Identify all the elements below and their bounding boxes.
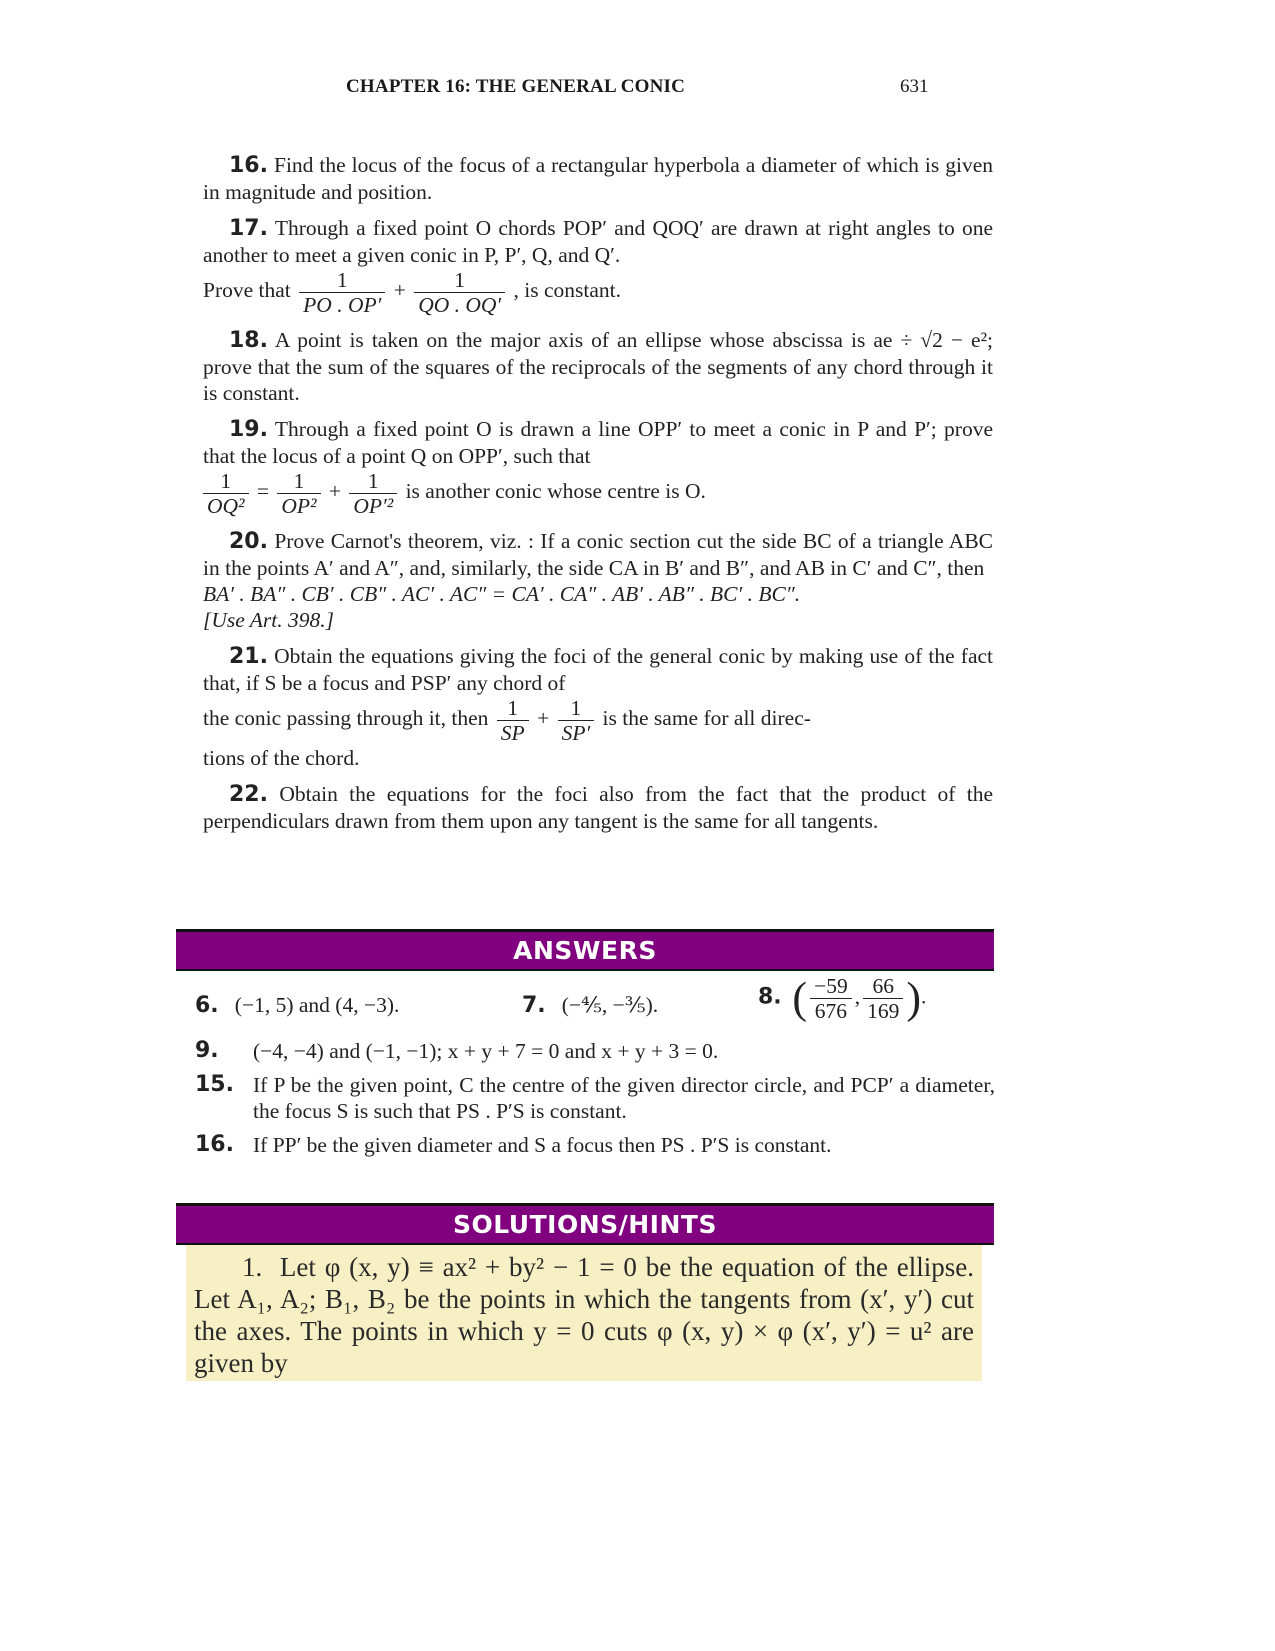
answer-16 [195,1132,995,1158]
problem-list [203,152,993,844]
page-header [0,70,1275,100]
answer-15 [195,1072,995,1124]
solution-scan [186,1245,982,1381]
denominator: SP [500,721,525,745]
numerator: 1 [414,268,505,293]
carnot-equation: BA′ . BA″ . CB′ . CB″ . AC′ . AC″ = CA′ . CA″ . AB′ . AB″ . BC′ . BC″. [203,582,801,606]
numerator: 66 [863,974,903,999]
problem-text: Find the locus of the focus of a rectangular hyperbola a diameter of which is given in magnitude and position. [203,153,994,204]
problem-text: Obtain the equations for the foci also from the fact that the product of the perpendiculars drawn from them upon any tangent is the same for all tangents. [203,782,993,833]
solution-text: Let φ (x, y) ≡ ax² + by² − 1 = 0 be the equation of the ellipse. Let A₁, A₂; B₁, B₂ be the points in which the tangents from (x′, y′) cut the axes. The points in which y = 0 cuts φ (x, y) × φ (x′, y′) = u² are given by [194,1252,974,1378]
answer-number: 15. [195,1072,234,1097]
solutions-heading-band [176,1203,994,1245]
formula-suffix: is another conic whose centre is O. [405,479,706,504]
numerator: 1 [299,268,385,293]
numerator: 1 [497,696,529,721]
numerator: 1 [203,469,249,494]
numerator: −59 [810,974,852,999]
prove-prefix: Prove that [203,278,291,303]
problem-number: 21. [229,644,268,669]
answer-number: 9. [195,1038,219,1063]
fraction [863,974,903,1023]
problem-22 [203,781,993,834]
comma: , [854,984,861,1009]
problem-16 [203,152,993,205]
fraction [277,469,320,518]
problem-number: 22. [229,782,268,807]
period: . [921,984,927,1009]
answer-text: If P be the given point, C the centre of the given director circle, and PCP′ a diameter, the focus S is such that PS . P′S is constant. [253,1073,995,1123]
problem-number: 17. [229,216,268,241]
problem-number: 16. [229,153,268,178]
answer-8 [758,974,926,1023]
right-paren: ) [906,973,921,1023]
formula-prefix: the conic passing through it, then [203,706,489,731]
answer-row [195,973,995,1038]
denominator: 676 [814,999,848,1023]
fraction [497,696,529,745]
answer-number: 16. [195,1132,234,1157]
answer-list [195,973,995,1166]
numerator: 1 [349,469,397,494]
problem-21-formula [203,696,811,745]
denominator: OP² [281,494,317,518]
problem-text: Prove Carnot's theorem, viz. : If a conic section cut the side BC of a triangle ABC in the points A′ and A″, and, similarly, the side CA in B′ and B″, and AB in C′ and C″, then [203,529,994,580]
problem-19 [203,416,993,518]
plus-sign: + [393,278,406,303]
problem-17-formula [203,268,622,317]
problem-number: 18. [229,328,268,353]
answer-6 [195,992,399,1019]
answer-text: (−1, 5) and (4, −3). [234,993,400,1017]
problem-text: Through a fixed point O chords POP′ and QOQ′ are drawn at right angles to one another to meet a given conic in P, P′, Q, and Q′. [203,216,993,267]
problem-text: Obtain the equations giving the foci of the general conic by making use of the fact that, if S be a focus and PSP′ any chord of [203,644,994,695]
problem-18 [203,327,993,406]
solution-1 [194,1251,974,1379]
answer-text: If PP′ be the given diameter and S a focus then PS . P′S is constant. [253,1133,832,1157]
problem-17 [203,215,993,317]
page-number: 631 [900,76,929,97]
answer-text: (−⅘, −⅗). [561,993,659,1017]
fraction [349,469,397,518]
denominator: SP′ [561,721,591,745]
numerator: 1 [277,469,320,494]
problem-text-continued: tions of the chord. [203,746,360,770]
article-note: [Use Art. 398.] [203,608,335,632]
problem-text: A point is taken on the major axis of an ellipse whose abscissa is ae ÷ √2 − e²; prove that the sum of the squares of the reciprocals of the segments of any chord through it is constant. [203,328,993,405]
problem-19-formula [203,469,706,518]
formula-suffix: is the same for all direc- [602,706,811,731]
fraction [203,469,249,518]
solutions-heading: SOLUTIONS/HINTS [453,1210,717,1239]
problem-21 [203,643,993,771]
answers-heading: ANSWERS [513,936,657,965]
numerator: 1 [558,696,595,721]
solution-number: 1. [242,1252,263,1282]
denominator: PO . OP′ [303,293,382,317]
answers-heading-band [176,929,994,971]
problem-20 [203,528,993,633]
denominator: OQ² [207,494,245,518]
plus-sign: + [537,706,550,731]
fraction [810,974,852,1023]
fraction [558,696,595,745]
problem-text: Through a fixed point O is drawn a line OPP′ to meet a conic in P and P′; prove that the locus of a point Q on OPP′, such that [203,417,993,468]
answer-9 [195,1038,995,1064]
answer-number: 8. [758,984,782,1010]
equals-sign: = [256,479,270,504]
left-paren: ( [792,973,808,1023]
denominator: QO . OQ′ [418,293,502,317]
answer-text: (−4, −4) and (−1, −1); x + y + 7 = 0 and x + y + 3 = 0. [253,1039,719,1063]
plus-sign: + [328,479,342,504]
denominator: OP′² [353,494,394,518]
answer-7 [522,992,658,1019]
problem-number: 20. [229,529,268,554]
formula-suffix: , is constant. [513,278,622,303]
answer-number: 6. [195,993,219,1018]
answer-number: 7. [522,993,546,1018]
problem-number: 19. [229,417,268,442]
fraction [414,268,505,317]
chapter-title: CHAPTER 16: THE GENERAL CONIC [346,76,686,97]
denominator: 169 [867,999,900,1023]
fraction [299,268,385,317]
